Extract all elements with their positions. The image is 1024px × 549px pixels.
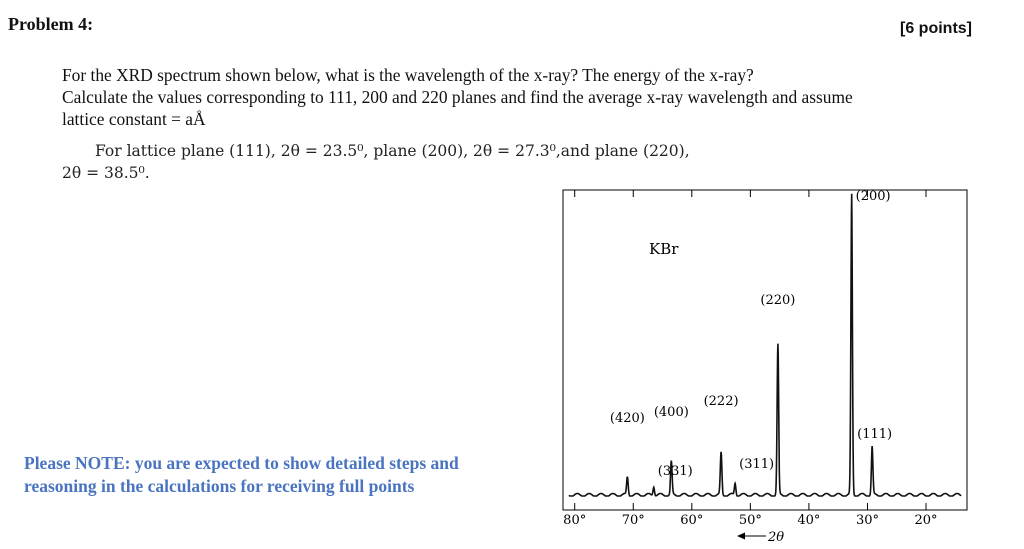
note-line-1: Please NOTE: you are expected to show detailed steps and xyxy=(24,453,459,473)
peak-label: (311) xyxy=(739,457,775,472)
peak-label: (331) xyxy=(657,464,693,479)
x-tick-label: 40° xyxy=(797,513,821,528)
peak-label: (400) xyxy=(653,405,689,420)
lattice-line-2: 2θ = 38.5⁰. xyxy=(62,164,150,182)
x-tick-label: 50° xyxy=(738,513,762,528)
lattice-line-1: For lattice plane (111), 2θ = 23.5⁰, plane (200), 2θ = 27.3⁰,and plane (220), xyxy=(95,142,690,160)
points-label: [6 points] xyxy=(900,20,972,37)
x-tick-label: 60° xyxy=(680,513,704,528)
x-tick-label: 70° xyxy=(621,513,645,528)
peak-label: (111) xyxy=(857,427,893,442)
peak-label: (420) xyxy=(609,411,645,426)
question-line-3: lattice constant = aÅ xyxy=(62,109,206,129)
x-tick-label: 30° xyxy=(855,513,879,528)
x-tick-labels xyxy=(563,513,937,528)
peak-label: (220) xyxy=(760,293,796,308)
spectrum-line xyxy=(569,194,961,496)
sample-label: KBr xyxy=(649,240,679,258)
question-line-2: Calculate the values corresponding to 111, 200 and 220 planes and find the average x-ray wavelength and assume xyxy=(62,87,853,107)
question-line-1: For the XRD spectrum shown below, what is the wavelength of the x-ray? The energy of the x-ray? xyxy=(62,65,754,85)
x-tick-label: 20° xyxy=(914,513,938,528)
x-tick-label: 80° xyxy=(563,513,587,528)
note-line-2: reasoning in the calculations for receiving full points xyxy=(24,476,415,496)
axis-arrow-head xyxy=(737,533,745,540)
problem-number: Problem 4: xyxy=(8,14,94,34)
peak-label: (200) xyxy=(855,189,891,204)
peak-label: (222) xyxy=(703,394,739,409)
x-axis-label: 2θ xyxy=(768,530,785,545)
